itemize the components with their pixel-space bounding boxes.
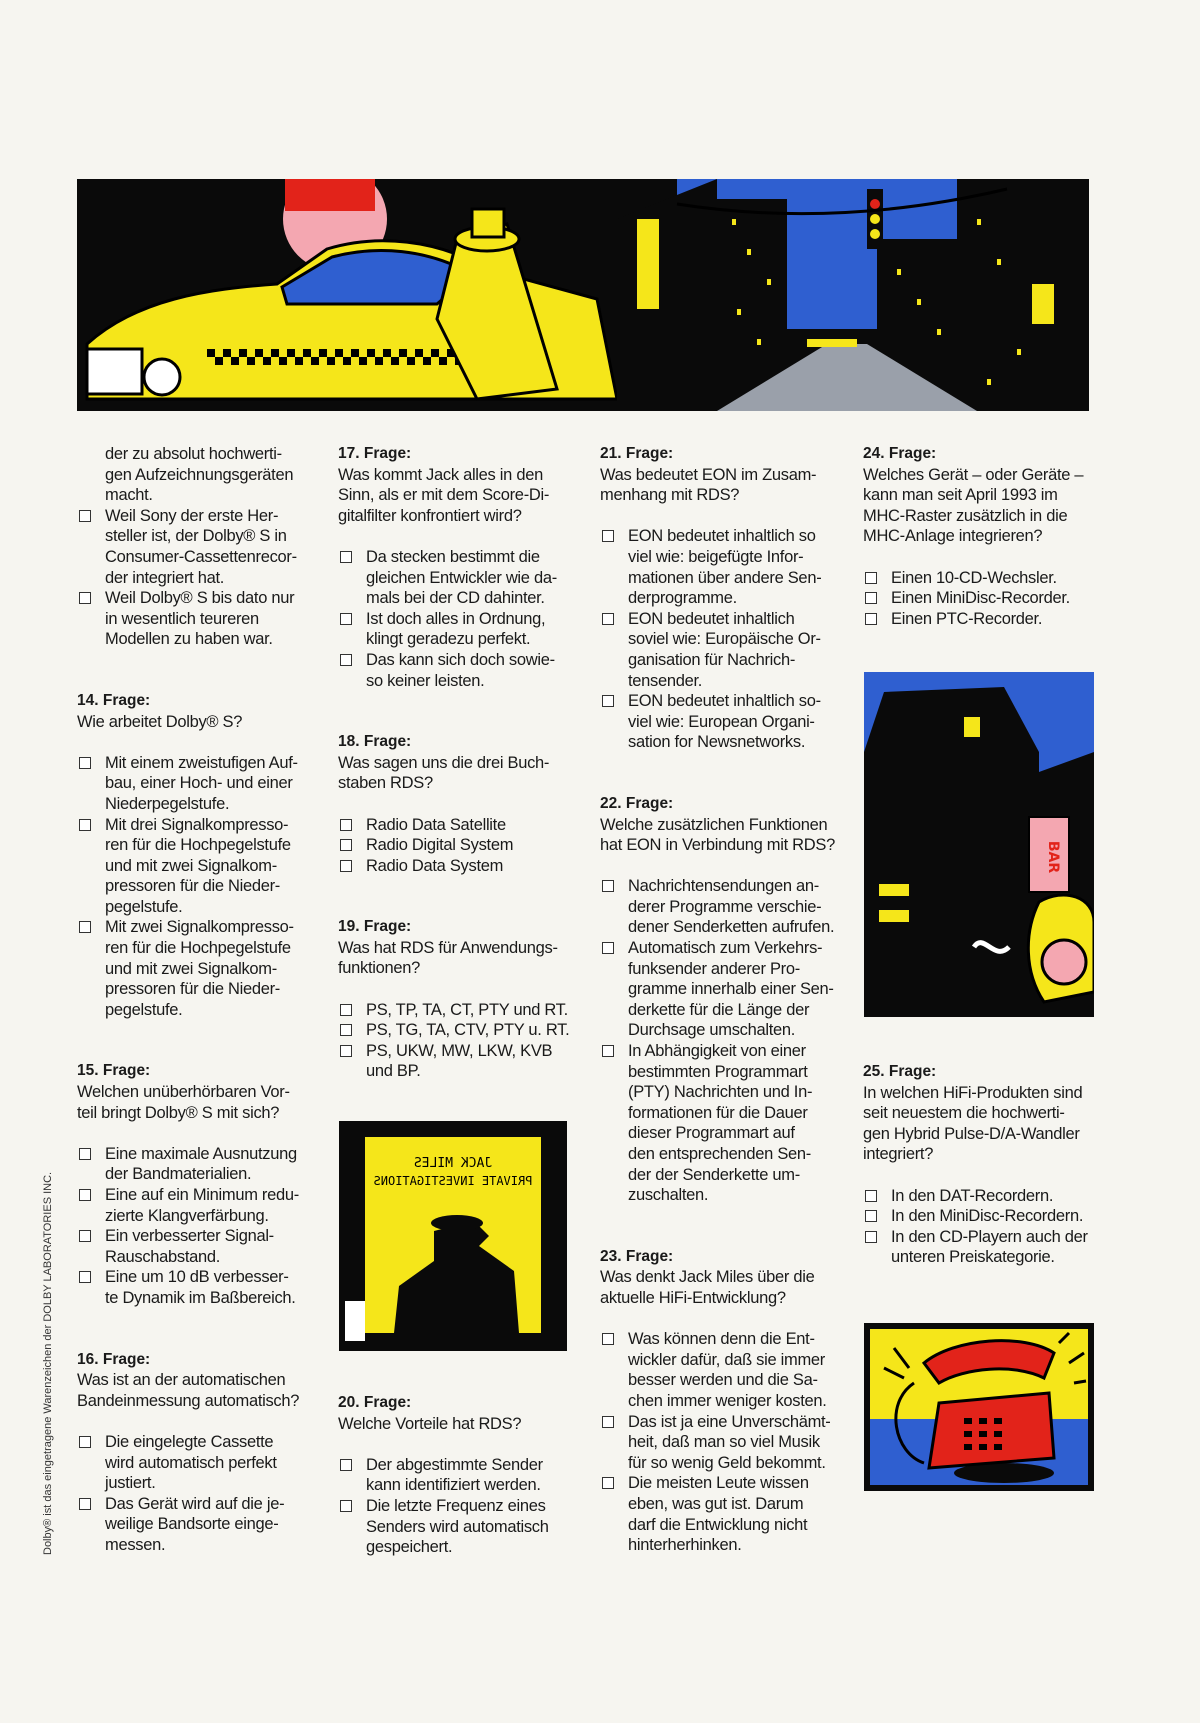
checkbox[interactable] [79,1189,91,1201]
checkbox[interactable] [340,613,352,625]
question-text: Welches Gerät – oder Geräte – kann man seit April 1993 im MHC-Raster zusätzlich in die MHC-Anlage integrieren? [863,465,1084,546]
checkbox[interactable] [602,613,614,625]
taxi-night-street-illustration [77,179,1089,411]
question-heading: 23. Frage: [600,1247,674,1265]
answer-option[interactable]: Mit zwei Signalkompresso- ren für die Hochpegelstufe und mit zwei Signalkom- pressoren für die Nieder- pegelstufe. [77,917,312,1020]
checkbox[interactable] [602,1477,614,1489]
question-text: Was ist an der automatischen Bandeinmessung automatisch? [77,1371,300,1410]
question-heading: 19. Frage: [338,918,412,936]
question-17 [338,444,573,691]
question-14 [77,691,312,1021]
answer-option[interactable]: In den MiniDisc-Recordern. [863,1206,1098,1227]
answer-option[interactable]: Was können denn die Ent- wickler dafür, daß sie immer besser werden und die Sa- chen immer weniger kosten. [600,1329,835,1411]
answer-option[interactable]: Nachrichtensendungen an- derer Programme verschie- dener Senderketten aufrufen. [600,876,835,938]
question-15 [77,1061,312,1308]
answer-option[interactable]: Automatisch zum Verkehrs- funksender anderer Pro- gramme innerhalb einer Sen- derkette für die Länge der Durchsage umschalten. [600,938,835,1041]
answer-option[interactable]: In den CD-Playern auch der unteren Preiskategorie. [863,1227,1098,1268]
question-heading: 21. Frage: [600,445,674,462]
checkbox[interactable] [79,1436,91,1448]
answer-option[interactable]: Einen PTC-Recorder. [863,609,1098,630]
answer-option[interactable]: Eine um 10 dB verbesser- te Dynamik im Baßbereich. [77,1267,312,1308]
question-text: Wie arbeitet Dolby® S? [77,712,243,731]
column-2 [338,444,573,1082]
checkbox[interactable] [79,1148,91,1160]
checkbox[interactable] [340,1045,352,1057]
checkbox[interactable] [865,613,877,625]
answer-option[interactable]: Mit einem zweistufigen Auf- bau, einer Hoch- und einer Niederpegelstufe. [77,753,312,815]
question-heading: 20. Frage: [338,1394,412,1411]
checkbox[interactable] [602,695,614,707]
answer-option[interactable]: Weil Dolby® S bis dato nur in wesentlich teureren Modellen zu haben war. [77,588,312,650]
answer-option[interactable]: Radio Data System [338,856,573,877]
column-1 [77,444,312,1556]
question-20 [338,1393,573,1558]
question-heading: 22. Frage: [600,794,674,812]
checkbox[interactable] [340,654,352,666]
question-16 [77,1350,312,1556]
checkbox[interactable] [340,819,352,831]
column-4-bottom [863,1062,1098,1268]
answer-option[interactable]: Die eingelegte Cassette wird automatisch perfekt justiert. [77,1432,312,1494]
question-text: Was sagen uns die drei Buch- staben RDS? [338,753,550,793]
answer-option[interactable]: EON bedeutet inhaltlich soviel wie: Europäische Or- ganisation für Nachrich- tensender. [600,609,835,691]
question-text: Welchen unüberhörbaren Vor- teil bringt Dolby® S mit sich? [77,1083,290,1122]
answer-option[interactable]: PS, TP, TA, CT, PTY und RT. [338,1000,573,1021]
answer-option[interactable]: Das kann sich doch sowie- so keiner leisten. [338,650,573,691]
checkbox[interactable] [79,592,91,604]
checkbox[interactable] [340,860,352,872]
question-text: Was kommt Jack alles in den Sinn, als er mit dem Score-Di- gitalfilter konfrontiert wird? [338,465,550,525]
door-sign-line2: PRIVATE INVESTIGATIONS [373,1174,533,1188]
question-22 [600,794,835,1206]
answer-option[interactable]: Einen MiniDisc-Recorder. [863,588,1098,609]
checkbox[interactable] [79,1498,91,1510]
checkbox[interactable] [340,1004,352,1016]
answer-option[interactable]: EON bedeutet inhaltlich so viel wie: beigefügte Infor- mationen über andere Sen- derprogramme. [600,526,835,608]
column-4 [863,444,1098,629]
answer-option[interactable]: PS, UKW, MW, LKW, KVB und BP. [338,1041,573,1082]
question-25 [863,1062,1098,1268]
answer-option[interactable]: Mit drei Signalkompresso- ren für die Hochpegelstufe und mit zwei Signalkom- pressoren für die Nieder- pegelstufe. [77,815,312,918]
checkbox[interactable] [79,757,91,769]
checkbox[interactable] [79,510,91,522]
answer-option[interactable]: Das ist ja eine Unverschämt- heit, daß man so viel Musik für so wenig Geld bekommt. [600,1412,835,1474]
question-heading: 16. Frage: [77,1350,151,1368]
question-19 [338,917,573,1082]
checkbox[interactable] [340,1500,352,1512]
trademark-footnote: Dolby® ist das eingetragene Warenzeichen der DOLBY LABORATORIES INC. [42,1171,54,1555]
question-24 [863,444,1098,629]
continuation-text: der zu absolut hochwerti- gen Aufzeichnungsgeräten macht. [105,445,294,505]
checkbox[interactable] [79,819,91,831]
checkbox[interactable] [865,572,877,584]
answer-option[interactable]: In Abhängigkeit von einer bestimmten Programmart (PTY) Nachrichten und In- formationen für die Dauer dieser Programmart auf den entsprechenden Sen- der der Senderkette um- zuschalten. [600,1041,835,1206]
answer-option[interactable]: EON bedeutet inhaltlich so- viel wie: European Organi- sation for Newsnetworks. [600,691,835,753]
answer-option[interactable]: Eine auf ein Minimum redu- zierte Klangverfärbung. [77,1185,312,1226]
checkbox[interactable] [79,1271,91,1283]
question-18 [338,732,573,876]
question-heading: 18. Frage: [338,733,412,751]
question-heading: 24. Frage: [863,445,937,462]
column-3 [600,444,835,1556]
checkbox[interactable] [865,592,877,604]
checkbox[interactable] [602,1333,614,1345]
question-23 [600,1247,835,1556]
column-2-bottom [338,1393,573,1558]
question-text: Welche Vorteile hat RDS? [338,1414,522,1433]
question-21 [600,444,835,753]
question-heading: 17. Frage: [338,445,412,462]
answer-option[interactable]: Da stecken bestimmt die gleichen Entwickler wie da- mals bei der CD dahinter. [338,547,573,609]
answer-option[interactable]: Radio Digital System [338,835,573,856]
question-heading: 14. Frage: [77,691,151,709]
answer-option[interactable]: Ist doch alles in Ordnung, klingt geradezu perfekt. [338,609,573,650]
checkbox[interactable] [602,530,614,542]
answer-option[interactable]: Weil Sony der erste Her- steller ist, der Dolby® S in Consumer-Cassettenrecor- der integriert hat. [77,506,312,588]
answer-option[interactable]: Das Gerät wird auf die je- weilige Bandsorte einge- messen. [77,1494,312,1556]
checkbox[interactable] [79,1230,91,1242]
answer-option[interactable]: Einen 10-CD-Wechsler. [863,568,1098,589]
ringing-telephone-illustration [864,1323,1094,1491]
question-heading: 25. Frage: [863,1063,937,1080]
question-text: Welche zusätzlichen Funktionen hat EON in Verbindung mit RDS? [600,815,835,855]
checkbox[interactable] [340,551,352,563]
answer-option[interactable]: Radio Data Satellite [338,815,573,836]
answer-option[interactable]: Die letzte Frequenz eines Senders wird automatisch gespeichert. [338,1496,573,1558]
question-text: Was denkt Jack Miles über die aktuelle HiFi-Entwicklung? [600,1268,815,1307]
question-text: Was bedeutet EON im Zusam- menhang mit RDS? [600,465,817,505]
answer-option[interactable]: Eine maximale Ausnutzung der Bandmaterialien. [77,1144,312,1185]
door-sign-line1: JACK MILES [413,1156,493,1171]
answer-option[interactable]: Der abgestimmte Sender kann identifiziert werden. [338,1455,573,1496]
checkbox[interactable] [865,1210,877,1222]
checkbox[interactable] [602,880,614,892]
checkbox[interactable] [865,1190,877,1202]
question-text: In welchen HiFi-Produkten sind seit neuestem die hochwerti- gen Hybrid Pulse-D/A-Wandler integriert? [863,1083,1083,1164]
answer-option[interactable]: PS, TG, TA, CTV, PTY u. RT. [338,1020,573,1041]
checkbox[interactable] [602,1416,614,1428]
checkbox[interactable] [340,1024,352,1036]
detective-office-door-illustration [339,1121,567,1351]
answer-option[interactable]: Die meisten Leute wissen eben, was gut ist. Darum darf die Entwicklung nicht hinterherhinken. [600,1473,835,1555]
question-heading: 15. Frage: [77,1062,151,1080]
question-text: Was hat RDS für Anwendungs- funktionen? [338,938,558,978]
bar-sign-text: BAR [1045,840,1061,874]
checkbox[interactable] [340,1459,352,1471]
checkbox[interactable] [79,921,91,933]
answer-option[interactable]: Ein verbesserter Signal- Rauschabstand. [77,1226,312,1267]
checkbox[interactable] [602,942,614,954]
detective-building-night-illustration [864,672,1094,1017]
checkbox[interactable] [602,1045,614,1057]
answer-option[interactable]: In den DAT-Recordern. [863,1186,1098,1207]
checkbox[interactable] [340,839,352,851]
checkbox[interactable] [865,1231,877,1243]
